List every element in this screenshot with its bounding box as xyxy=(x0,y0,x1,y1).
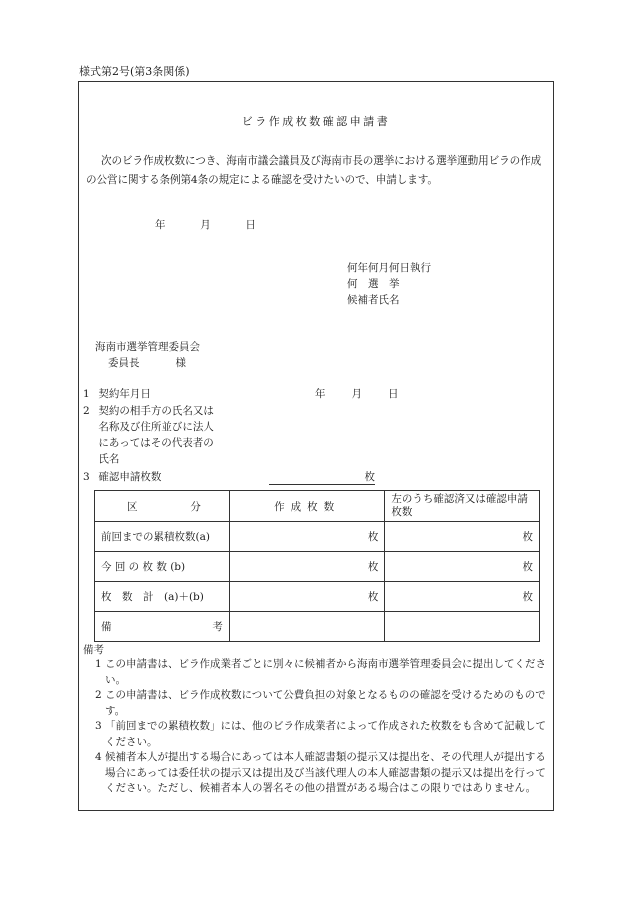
header-confirmed: 左のうち確認済又は確認申請枚数 xyxy=(385,491,540,522)
form-frame xyxy=(78,81,554,811)
remarks-list xyxy=(85,657,551,797)
remark-item xyxy=(85,657,551,688)
header-kubun-a: 区 xyxy=(127,500,138,513)
row-label: 枚 数 計 (a)＋(b) xyxy=(95,582,230,612)
row-confirmed-cell[interactable]: 枚 xyxy=(385,522,540,552)
table-row xyxy=(95,582,540,612)
contractor-line: 氏名 xyxy=(98,453,120,465)
remarks-heading: 備考 xyxy=(83,644,104,656)
committee-chair xyxy=(95,355,200,371)
item-contract-date xyxy=(83,386,399,402)
applicant-block xyxy=(347,260,431,308)
remarks-cell[interactable] xyxy=(229,612,385,642)
remarks-label-b: 考 xyxy=(212,621,223,633)
header-kubun-b: 分 xyxy=(190,500,201,513)
remark-item xyxy=(85,719,551,750)
contract-year: 年 xyxy=(315,388,326,400)
row-count-cell[interactable]: 枚 xyxy=(229,552,385,582)
chair-label: 委員長 xyxy=(108,357,140,369)
table-row xyxy=(95,552,540,582)
item-label: 確認申請枚数 xyxy=(98,471,162,483)
header-kubun xyxy=(95,491,230,522)
committee-name: 海南市選挙管理委員会 xyxy=(95,341,200,353)
table-header-row xyxy=(95,491,540,522)
form-title: ビラ作成枚数確認申請書 xyxy=(241,115,391,128)
row-count-cell[interactable]: 枚 xyxy=(229,582,385,612)
remark-number: 3 xyxy=(95,720,102,732)
remarks-cell[interactable] xyxy=(385,612,540,642)
item-contractor xyxy=(83,403,214,467)
item-number: 2 xyxy=(83,405,90,417)
remark-number: 1 xyxy=(95,658,102,670)
row-confirmed-cell[interactable]: 枚 xyxy=(385,552,540,582)
remark-text: この申請書は、ビラ作成業者ごとに別々に候補者から海南市選挙管理委員会に提出してください。 xyxy=(105,658,546,686)
intro-paragraph: 次のビラ作成枚数につき、海南市議会議員及び海南市長の選挙における選挙運動用ビラの作成の公営に関する条例第4条の規定による確認を受けたいので、申請します。 xyxy=(86,155,542,186)
form-number: 様式第2号(第3条関係) xyxy=(79,65,190,78)
remark-text: この申請書は、ビラ作成枚数について公費負担の対象となるものの確認を受けるためのものです。 xyxy=(105,689,546,717)
contractor-line: にあってはその代表者の xyxy=(98,437,214,449)
table-row-remarks xyxy=(95,612,540,642)
item-number: 3 xyxy=(83,471,90,483)
remarks-label-a: 備 xyxy=(101,621,112,633)
remark-item xyxy=(85,688,551,719)
row-label: 前回までの累積枚数(a) xyxy=(95,522,230,552)
item-requested-count xyxy=(83,469,161,485)
row-label-remarks xyxy=(95,612,230,642)
remark-item xyxy=(85,750,551,797)
item-label: 契約年月日 xyxy=(98,388,151,400)
contractor-line: 契約の相手方の氏名又は xyxy=(98,405,214,417)
election-name: 何 選 挙 xyxy=(347,278,400,290)
count-unit: 枚 xyxy=(364,471,375,483)
date-year: 年 xyxy=(155,219,166,231)
remark-text: 候補者本人が提出する場合にあっては本人確認書類の提示又は提出を、その代理人が提出する場合にあっては委任状の提示又は提出及び当該代理人の本人確認書類の提示又は提出を行ってください。ただし、候補者本人の署名その他の措置がある場合はこの限りではありません。 xyxy=(105,751,546,794)
addressee-block xyxy=(95,339,200,371)
contractor-label xyxy=(98,403,214,467)
table-row xyxy=(95,522,540,552)
honorific: 様 xyxy=(175,357,186,369)
row-count-cell[interactable]: 枚 xyxy=(229,522,385,552)
date-month: 月 xyxy=(200,219,211,231)
contract-month: 月 xyxy=(351,388,362,400)
date-day: 日 xyxy=(245,219,256,231)
remark-number: 2 xyxy=(95,689,102,701)
header-sakusei: 作成枚数 xyxy=(229,491,385,522)
election-date: 何年何月何日執行 xyxy=(347,262,431,274)
contract-date-fields xyxy=(315,386,399,402)
contract-day: 日 xyxy=(388,388,399,400)
candidate-name-label: 候補者氏名 xyxy=(347,294,400,306)
contractor-line: 名称及び住所並びに法人 xyxy=(98,421,214,433)
remark-number: 4 xyxy=(95,751,102,763)
remark-text: 「前回までの累積枚数」には、他のビラ作成業者によって作成された枚数をも含めて記載してください。 xyxy=(105,720,546,748)
row-confirmed-cell[interactable]: 枚 xyxy=(385,582,540,612)
application-date xyxy=(155,217,256,232)
row-label: 今 回 の 枚 数 (b) xyxy=(95,552,230,582)
count-table xyxy=(94,490,540,642)
item-number: 1 xyxy=(83,388,90,400)
requested-count-field[interactable] xyxy=(269,469,375,485)
